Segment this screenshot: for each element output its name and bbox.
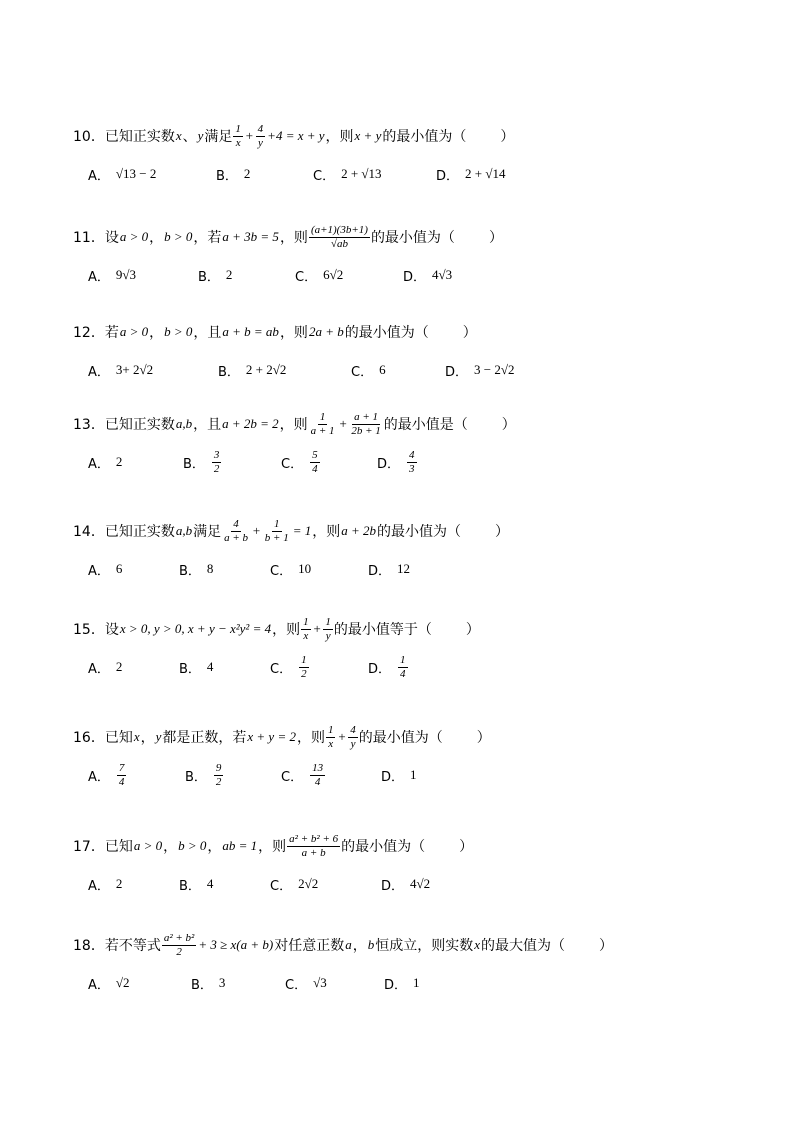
option-fraction <box>407 449 417 476</box>
options-row <box>73 444 773 480</box>
fraction-denominator: y <box>325 629 331 642</box>
math-expression: + <box>252 523 261 538</box>
option-label: C． <box>281 456 304 472</box>
options-row <box>73 757 773 793</box>
math-fraction <box>263 518 291 545</box>
math-expression: a,b <box>175 523 193 538</box>
question-number: 13．已知正实数 <box>73 417 175 433</box>
fraction-numerator: 7 <box>118 761 125 774</box>
options-row <box>73 352 773 388</box>
answer-blank: ） <box>599 938 613 954</box>
fraction-numerator: 13 <box>312 761 324 774</box>
stem-text: ，则 <box>279 417 308 433</box>
stem-text: 的最小值为（ <box>341 839 426 855</box>
option-b[interactable] <box>179 649 213 685</box>
question-stem <box>73 826 773 866</box>
question-number: 12．若 <box>73 325 119 341</box>
stem-text: 的最小值等于（ <box>333 622 432 638</box>
fraction-denominator: 2 <box>176 945 182 958</box>
fraction-denominator: 4 <box>400 667 406 680</box>
option-label: D． <box>368 563 392 579</box>
option-fraction <box>214 762 224 789</box>
option-value: 6√2 <box>323 267 344 282</box>
option-value: 2 <box>243 166 251 181</box>
fraction-numerator: 1 <box>327 723 334 736</box>
answer-blank: ） <box>500 129 515 145</box>
math-expression: a > 0 <box>133 838 163 853</box>
math-fraction <box>162 932 197 959</box>
question-stem <box>73 511 773 551</box>
fraction-denominator: 2 <box>301 667 307 680</box>
stem-text: ，且 <box>193 417 222 433</box>
option-value: 1 <box>410 767 417 782</box>
option-c[interactable] <box>270 649 310 685</box>
option-value: 4 <box>206 876 214 891</box>
math-expression: x <box>474 937 480 952</box>
stem-text: 满足 <box>204 129 233 145</box>
answer-blank: ） <box>462 325 477 341</box>
question-stem <box>73 925 773 965</box>
question-number: 18．若不等式 <box>73 938 161 954</box>
option-label: D． <box>384 977 408 993</box>
question-number: 17．已知 <box>73 839 133 855</box>
option-label: B． <box>183 456 205 472</box>
answer-blank: ） <box>488 230 503 246</box>
option-label: D． <box>381 769 405 785</box>
option-label: D． <box>381 878 405 894</box>
option-c[interactable] <box>281 757 326 793</box>
option-label: D． <box>445 364 469 380</box>
option-value: 4√2 <box>410 876 431 891</box>
question-18 <box>73 925 773 1001</box>
question-11 <box>73 217 773 293</box>
option-value: 2 <box>115 659 123 674</box>
fraction-numerator: 9 <box>215 761 222 774</box>
stem-text: 、 <box>182 129 197 145</box>
option-value: 10 <box>298 561 312 576</box>
math-fraction <box>348 724 358 751</box>
stem-text: ，若 <box>193 230 222 246</box>
option-label: A． <box>88 661 110 677</box>
option-value: 2√2 <box>298 876 319 891</box>
math-expression: b > 0 <box>164 324 193 339</box>
fraction-numerator: 1 <box>235 122 241 135</box>
math-fraction <box>233 123 243 150</box>
options-row <box>73 965 773 1001</box>
option-b[interactable] <box>218 352 286 388</box>
question-number: 10．已知正实数 <box>73 129 175 145</box>
option-d[interactable] <box>381 757 417 793</box>
answer-blank: ） <box>501 417 516 433</box>
option-value: 8 <box>206 561 214 576</box>
fraction-denominator: x <box>303 629 309 642</box>
fraction-numerator: 4 <box>257 122 264 135</box>
math-expression: x + y = 2 <box>247 729 296 744</box>
option-label: A． <box>88 563 110 579</box>
math-expression: x <box>133 729 140 744</box>
fraction-denominator: b + 1 <box>264 531 289 544</box>
question-stem <box>73 312 773 352</box>
option-label: A． <box>88 769 110 785</box>
option-c[interactable] <box>270 551 311 587</box>
question-stem <box>73 609 773 649</box>
options-row <box>73 551 773 587</box>
stem-text: ，则 <box>272 622 301 638</box>
math-expression: + <box>337 729 347 744</box>
option-fraction <box>117 762 127 789</box>
option-b[interactable] <box>216 156 250 192</box>
option-value: 1 <box>413 975 420 990</box>
option-value: √2 <box>115 975 130 990</box>
option-value: 2 <box>225 267 233 282</box>
fraction-denominator: x <box>328 737 334 750</box>
option-label: A． <box>88 269 110 285</box>
question-15 <box>73 609 773 685</box>
question-10 <box>73 116 773 192</box>
stem-text: ， <box>149 325 164 341</box>
question-17 <box>73 826 773 902</box>
answer-blank: ） <box>459 839 474 855</box>
fraction-denominator: y <box>257 136 263 149</box>
fraction-denominator: √ab <box>330 237 348 250</box>
fraction-numerator: 4 <box>409 448 415 461</box>
math-expression: b > 0 <box>164 229 193 244</box>
option-value: 3+ 2√2 <box>115 362 154 377</box>
stem-text: 的最小值为（ <box>377 524 462 540</box>
fraction-numerator: 1 <box>274 517 280 530</box>
option-d[interactable] <box>368 649 409 685</box>
option-a[interactable] <box>88 444 122 480</box>
option-value: 2 + √13 <box>341 166 382 181</box>
fraction-denominator: y <box>350 737 356 750</box>
question-number: 15．设 <box>73 622 119 638</box>
option-c[interactable] <box>281 444 321 480</box>
option-c[interactable] <box>295 257 343 293</box>
stem-text: 的最小值为（ <box>382 129 467 145</box>
option-value: 2 + √14 <box>465 166 506 181</box>
options-row <box>73 257 773 293</box>
math-expression: y <box>155 729 162 744</box>
question-12 <box>73 312 773 388</box>
option-value: 4 <box>206 659 214 674</box>
fraction-numerator: 1 <box>319 410 326 423</box>
option-label: C． <box>270 661 293 677</box>
question-stem <box>73 116 773 156</box>
stem-text: ， <box>207 839 222 855</box>
answer-blank: ） <box>495 524 510 540</box>
option-label: A． <box>88 456 110 472</box>
question-stem <box>73 217 773 257</box>
stem-text: 恒成立，则实数 <box>375 938 474 954</box>
fraction-denominator: 4 <box>312 462 318 475</box>
math-expression: + 3 ≥ x(a + b) <box>198 937 274 952</box>
stem-text: ， <box>149 230 164 246</box>
fraction-numerator: a² + b² <box>163 931 195 944</box>
option-label: C． <box>281 769 304 785</box>
stem-text: 都是正数，若 <box>162 730 247 746</box>
option-d[interactable] <box>403 257 452 293</box>
stem-text: ，则 <box>312 524 341 540</box>
fraction-denominator: a + b <box>224 531 249 544</box>
math-expression: a + 3b = 5 <box>222 229 279 244</box>
option-fraction <box>310 449 320 476</box>
option-c[interactable] <box>351 352 386 388</box>
option-value: 3 <box>218 975 226 990</box>
math-fraction <box>349 411 382 438</box>
math-expression: +4 = x + y <box>267 128 325 143</box>
question-stem <box>73 717 773 757</box>
math-expression: + <box>312 621 322 636</box>
math-expression: a + 2b <box>341 523 377 538</box>
option-value: √3 <box>313 975 327 990</box>
math-expression: a + 2b = 2 <box>222 416 279 431</box>
option-label: B． <box>198 269 220 285</box>
math-fraction <box>222 518 250 545</box>
option-d[interactable] <box>381 866 430 902</box>
option-a[interactable] <box>88 551 122 587</box>
option-d[interactable] <box>436 156 505 192</box>
fraction-denominator: 3 <box>409 462 415 475</box>
question-stem <box>73 404 773 444</box>
fraction-denominator: 4 <box>118 775 125 788</box>
question-number: 14．已知正实数 <box>73 524 175 540</box>
option-a[interactable] <box>88 156 156 192</box>
math-expression: a,b <box>175 416 193 431</box>
math-expression: a <box>345 937 352 952</box>
option-d[interactable] <box>377 444 418 480</box>
stem-text: 的最大值为（ <box>481 938 565 954</box>
math-expression: + <box>338 416 348 431</box>
fraction-numerator: 5 <box>312 448 318 461</box>
stem-text: ， <box>163 839 178 855</box>
stem-text: 的最小值为（ <box>344 325 429 341</box>
stem-text: ，则 <box>279 230 308 246</box>
option-fraction <box>212 449 222 476</box>
math-expression: a + b = ab <box>222 324 279 339</box>
stem-text: 的最小值为（ <box>370 230 455 246</box>
fraction-numerator: 1 <box>400 653 406 666</box>
option-value: 12 <box>397 561 411 576</box>
math-expression: x > 0, y > 0, x + y − x²y² = 4 <box>119 621 272 636</box>
question-16 <box>73 717 773 793</box>
math-expression: b > 0 <box>178 838 207 853</box>
option-b[interactable] <box>185 757 224 793</box>
fraction-denominator: 2 <box>215 775 222 788</box>
option-c[interactable] <box>285 965 327 1001</box>
option-label: B． <box>218 364 240 380</box>
math-fraction <box>326 724 336 751</box>
option-value: 2 + 2√2 <box>245 362 287 377</box>
option-label: A． <box>88 878 110 894</box>
stem-text: ，则 <box>296 730 325 746</box>
option-label: B． <box>185 769 207 785</box>
option-label: C． <box>351 364 374 380</box>
fraction-numerator: 1 <box>301 653 307 666</box>
math-fraction <box>309 411 337 438</box>
option-label: A． <box>88 364 110 380</box>
stem-text: 的最小值为（ <box>358 730 443 746</box>
option-b[interactable] <box>179 866 213 902</box>
option-fraction <box>299 654 309 681</box>
fraction-denominator: 4 <box>314 775 321 788</box>
option-a[interactable] <box>88 257 136 293</box>
question-number: 16．已知 <box>73 730 133 746</box>
option-a[interactable] <box>88 649 122 685</box>
option-fraction <box>398 654 408 681</box>
option-b[interactable] <box>179 551 213 587</box>
option-value: 4√3 <box>432 267 453 282</box>
option-label: B． <box>179 661 201 677</box>
fraction-numerator: 1 <box>325 615 331 628</box>
fraction-numerator: 4 <box>350 723 356 736</box>
fraction-numerator: 1 <box>303 615 309 628</box>
answer-blank: ） <box>465 622 480 638</box>
fraction-numerator: (a+1)(3b+1) <box>310 223 368 236</box>
option-a[interactable] <box>88 757 127 793</box>
option-label: D． <box>403 269 427 285</box>
math-fraction <box>323 616 333 643</box>
option-label: C． <box>270 878 293 894</box>
option-value: 2 <box>115 454 123 469</box>
stem-text: ，则 <box>279 325 308 341</box>
option-label: D． <box>436 168 460 184</box>
stem-text: ， <box>352 938 367 954</box>
math-expression: b <box>367 937 375 952</box>
option-label: C． <box>270 563 293 579</box>
option-label: B． <box>179 563 201 579</box>
option-label: B． <box>191 977 213 993</box>
option-label: D． <box>377 456 401 472</box>
option-d[interactable] <box>445 352 514 388</box>
math-expression: 2a + b <box>308 324 344 339</box>
option-c[interactable] <box>313 156 382 192</box>
option-value: 6 <box>379 362 386 377</box>
stem-text: ，则 <box>325 129 354 145</box>
option-a[interactable] <box>88 866 122 902</box>
math-expression: + <box>244 128 254 143</box>
option-label: D． <box>368 661 392 677</box>
fraction-numerator: 4 <box>233 517 239 530</box>
option-d[interactable] <box>368 551 410 587</box>
question-14 <box>73 511 773 587</box>
stem-text: ， <box>140 730 155 746</box>
fraction-numerator: a² + b² + 6 <box>289 832 339 845</box>
stem-text: 对任意正数 <box>274 938 345 954</box>
option-label: B． <box>216 168 238 184</box>
answer-blank: ） <box>476 730 491 746</box>
stem-text: ，则 <box>258 839 287 855</box>
option-b[interactable] <box>198 257 232 293</box>
option-b[interactable] <box>183 444 222 480</box>
math-expression: = 1 <box>292 523 312 538</box>
option-value: 9√3 <box>115 267 137 282</box>
option-label: C． <box>295 269 318 285</box>
question-number: 11．设 <box>73 230 119 246</box>
math-expression: x <box>175 128 182 143</box>
fraction-denominator: x <box>235 136 241 149</box>
math-expression: a > 0 <box>119 229 149 244</box>
fraction-denominator: 2 <box>213 462 220 475</box>
math-fraction <box>309 224 370 251</box>
math-expression: y <box>197 128 204 143</box>
option-a[interactable] <box>88 965 130 1001</box>
option-fraction <box>310 762 325 789</box>
option-label: B． <box>179 878 201 894</box>
option-value: 3 − 2√2 <box>474 362 515 377</box>
math-fraction <box>301 616 311 643</box>
math-expression: x + y <box>354 128 382 143</box>
options-row <box>73 156 773 192</box>
option-b[interactable] <box>191 965 225 1001</box>
fraction-numerator: 3 <box>213 448 220 461</box>
fraction-numerator: a + 1 <box>354 410 379 423</box>
option-d[interactable] <box>384 965 420 1001</box>
options-row <box>73 649 773 685</box>
option-value: 2 <box>115 876 123 891</box>
option-label: C． <box>285 977 308 993</box>
math-fraction <box>256 123 266 150</box>
stem-text: ，且 <box>193 325 222 341</box>
options-row <box>73 866 773 902</box>
math-fraction <box>287 833 340 860</box>
question-13 <box>73 404 773 480</box>
stem-text: 满足 <box>193 524 222 540</box>
stem-text: 的最小值是（ <box>383 417 468 433</box>
fraction-denominator: 2b + 1 <box>351 424 381 437</box>
math-expression: ab = 1 <box>222 838 258 853</box>
option-label: A． <box>88 977 110 993</box>
option-label: A． <box>88 168 110 184</box>
option-label: C． <box>313 168 336 184</box>
option-value: √13 − 2 <box>115 166 157 181</box>
math-expression: a > 0 <box>119 324 149 339</box>
fraction-denominator: a + b <box>301 846 326 859</box>
fraction-denominator: a + 1 <box>310 424 335 437</box>
option-c[interactable] <box>270 866 318 902</box>
option-a[interactable] <box>88 352 153 388</box>
option-value: 6 <box>115 561 123 576</box>
